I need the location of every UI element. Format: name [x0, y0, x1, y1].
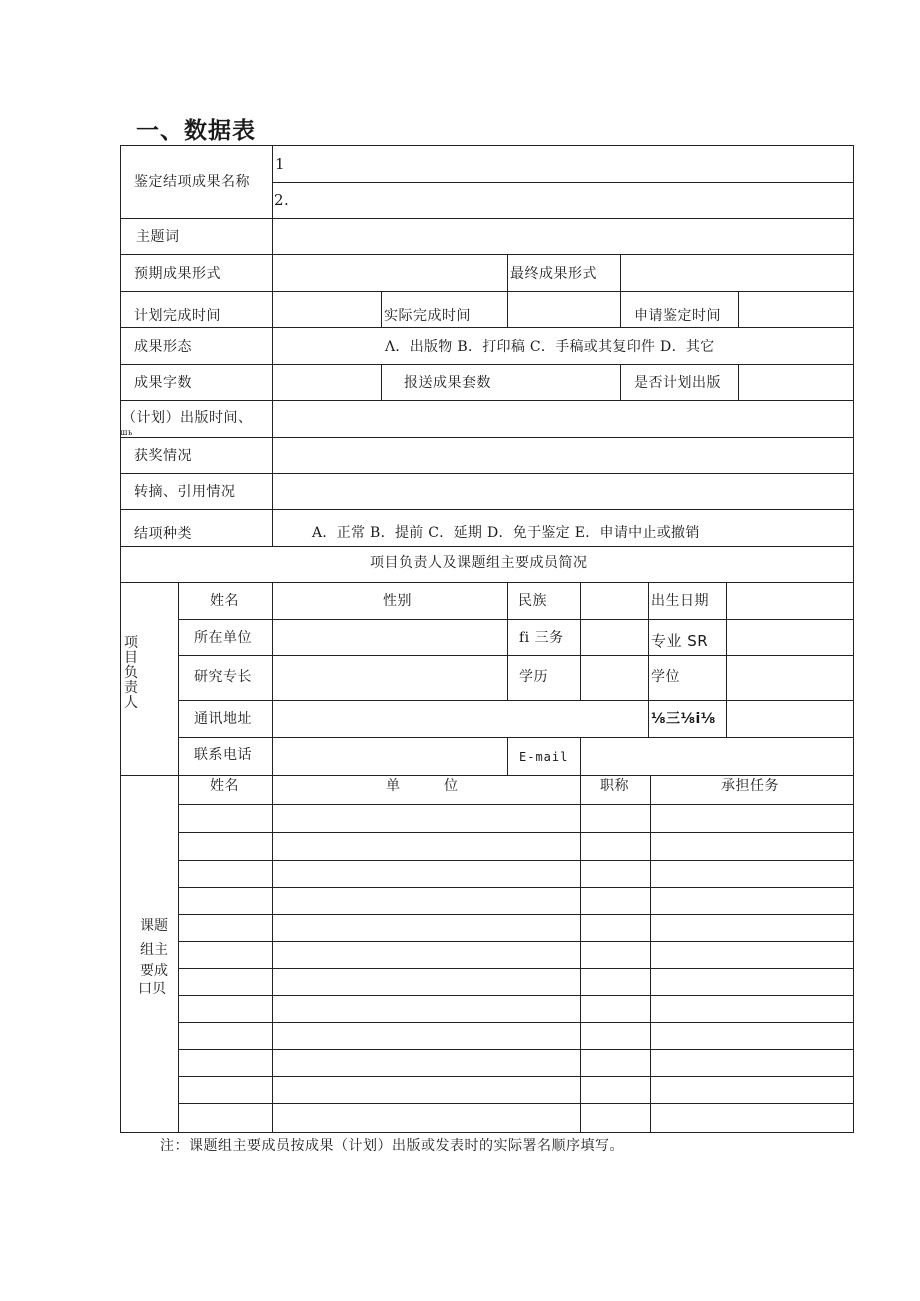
leader-phone-label: 联系电话: [194, 747, 252, 763]
apply-time-label: 申请鉴定时间: [634, 308, 721, 324]
copies-label: 报送成果套数: [404, 375, 491, 391]
leader-email-label: E-mail: [519, 750, 569, 764]
leader-name-label: 姓名: [210, 593, 239, 609]
type-options: Λ．出版物 B．打印稿 C．手稿或其复印件 D．其它: [385, 339, 715, 355]
planned-time-label: 计划完成时间: [134, 308, 221, 324]
leader-unit-label: 所在单位: [194, 630, 252, 646]
expected-form-label: 预期成果形式: [134, 266, 221, 282]
achievement-name-2: 2.: [274, 191, 290, 209]
leader-degree-label: 学位: [651, 669, 680, 685]
members-side-label: 课题 组主 要成 口贝: [138, 918, 168, 997]
publish-time-label: （计划）出版时间、: [122, 410, 253, 426]
actual-time-label: 实际完成时间: [384, 308, 471, 324]
section-header: 项目负责人及课题组主要成员简况: [370, 555, 588, 571]
leader-job-label: fi 三务: [519, 630, 564, 646]
page-title: 一、数据表: [136, 118, 256, 144]
leader-postcode-label: ⅛三⅛i⅛: [651, 711, 716, 727]
leader-major-label: 专业 SR: [651, 632, 709, 650]
completion-type-label: 结项种类: [134, 526, 192, 542]
leader-ethnicity-label: 民族: [518, 593, 547, 609]
final-form-label: 最终成果形式: [510, 266, 597, 282]
leader-gender-label: 性别: [383, 593, 412, 609]
members-task-header: 承担任务: [721, 778, 779, 794]
citations-label: 转摘、引用情况: [134, 484, 236, 500]
publish-time-cont: шь: [120, 428, 133, 437]
leader-address-label: 通讯地址: [194, 711, 252, 727]
leader-birth-label: 出生日期: [651, 593, 709, 609]
leader-education-label: 学历: [519, 669, 548, 685]
word-count-label: 成果字数: [134, 375, 192, 391]
keywords-label: 主题词: [136, 229, 180, 245]
members-name-header: 姓名: [210, 778, 239, 794]
achievement-name-1: 1: [275, 155, 286, 173]
achievement-type-label: 成果形态: [134, 339, 192, 355]
planned-publish-label: 是否计划出版: [634, 375, 721, 391]
leader-research-label: 研究专长: [194, 669, 252, 685]
leader-side-label: 项 目 负 责 人: [124, 635, 138, 711]
completion-options: A．正常 B．提前 C．延期 D．免于鉴定 E．申请中止或撤销: [312, 525, 700, 541]
achievement-name-label: 鉴定结项成果名称: [134, 174, 250, 190]
footnote: 注：课题组主要成员按成果（计划）出版或发表时的实际署名顺序填写。: [160, 1138, 624, 1154]
members-title-header: 职称: [600, 778, 629, 794]
awards-label: 获奖情况: [134, 448, 192, 464]
members-unit-header: 单 位: [386, 778, 459, 794]
